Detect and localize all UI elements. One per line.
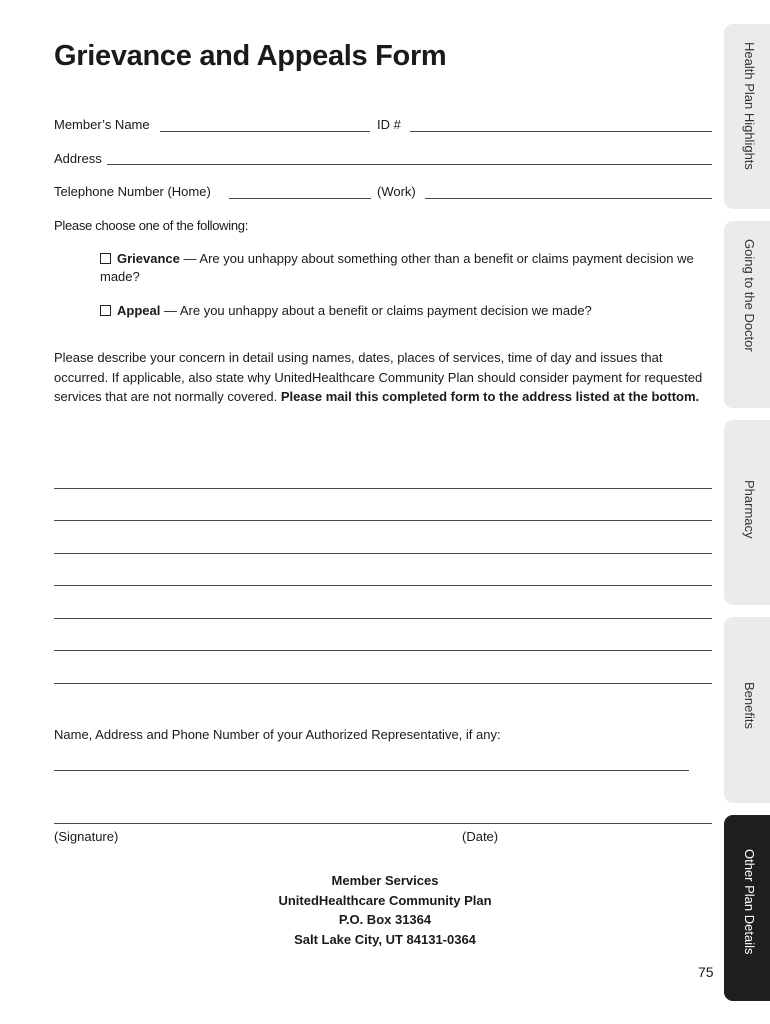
appeal-description: — Are you unhappy about a benefit or claims payment decision we made? bbox=[163, 303, 592, 318]
member-name-label: Member’s Name bbox=[54, 117, 150, 132]
tab-other-plan-details[interactable] bbox=[724, 815, 770, 1001]
phone-home-field[interactable] bbox=[229, 198, 371, 199]
concern-writing-area[interactable] bbox=[54, 456, 712, 684]
page-number: 75 bbox=[698, 964, 714, 980]
phone-work-label: (Work) bbox=[377, 184, 416, 199]
writing-line[interactable] bbox=[54, 619, 712, 652]
mail-instruction: Please mail this completed form to the address listed at the bottom. bbox=[280, 389, 700, 404]
member-name-field[interactable] bbox=[160, 131, 370, 132]
phone-work-field[interactable] bbox=[425, 198, 712, 199]
tab-label: Health Plan Highlights bbox=[742, 42, 757, 170]
writing-line[interactable] bbox=[54, 489, 712, 522]
address-line: Member Services bbox=[331, 873, 439, 888]
grievance-option[interactable] bbox=[100, 250, 715, 286]
address-line: UnitedHealthcare Community Plan bbox=[278, 892, 492, 908]
tab-pharmacy[interactable] bbox=[724, 420, 770, 605]
choose-prompt: Please choose one of the following: bbox=[54, 218, 249, 233]
phone-home-label: Telephone Number (Home) bbox=[54, 184, 211, 199]
address-field[interactable] bbox=[107, 164, 712, 165]
appeal-label: Appeal bbox=[117, 303, 161, 318]
writing-line[interactable] bbox=[54, 521, 712, 554]
address-line: P.O. Box 31364 bbox=[338, 912, 432, 927]
tab-benefits[interactable] bbox=[724, 617, 770, 803]
describe-instructions bbox=[54, 348, 709, 407]
writing-line[interactable] bbox=[54, 456, 712, 489]
writing-line[interactable] bbox=[54, 554, 712, 587]
page-title: Grievance and Appeals Form bbox=[54, 40, 447, 72]
grievance-label: Grievance bbox=[117, 251, 180, 266]
tab-label: Benefits bbox=[742, 682, 757, 729]
mailing-address bbox=[0, 871, 770, 949]
tab-label: Other Plan Details bbox=[742, 849, 757, 955]
tab-label: Going to the Doctor bbox=[742, 239, 757, 352]
grievance-description: — Are you unhappy about something other than a benefit or claims payment decision we made? bbox=[100, 251, 694, 284]
representative-label: Name, Address and Phone Number of your Authorized Representative, if any: bbox=[54, 727, 501, 742]
tab-going-to-the-doctor[interactable] bbox=[724, 221, 770, 408]
appeal-option[interactable] bbox=[100, 302, 715, 320]
representative-field[interactable] bbox=[54, 770, 689, 771]
id-field[interactable] bbox=[410, 131, 712, 132]
grievance-checkbox[interactable] bbox=[100, 253, 111, 264]
writing-line[interactable] bbox=[54, 586, 712, 619]
address-line: Salt Lake City, UT 84131-0364 bbox=[294, 931, 476, 947]
address-label: Address bbox=[54, 151, 102, 166]
appeal-checkbox[interactable] bbox=[100, 305, 111, 316]
tab-label: Pharmacy bbox=[742, 480, 757, 539]
describe-text: Please describe your concern in detail using names, dates, places of services, time of day and issues that occurred. If applicable, also state why UnitedHealthcare Community Plan should consider payment for requested services that are not normally covered. bbox=[54, 350, 703, 404]
writing-line[interactable] bbox=[54, 651, 712, 684]
tab-health-plan-highlights[interactable] bbox=[724, 24, 770, 209]
signature-field[interactable] bbox=[54, 823, 712, 824]
date-label: (Date) bbox=[462, 829, 499, 844]
signature-label: (Signature) bbox=[54, 829, 119, 844]
id-label: ID # bbox=[377, 117, 401, 132]
